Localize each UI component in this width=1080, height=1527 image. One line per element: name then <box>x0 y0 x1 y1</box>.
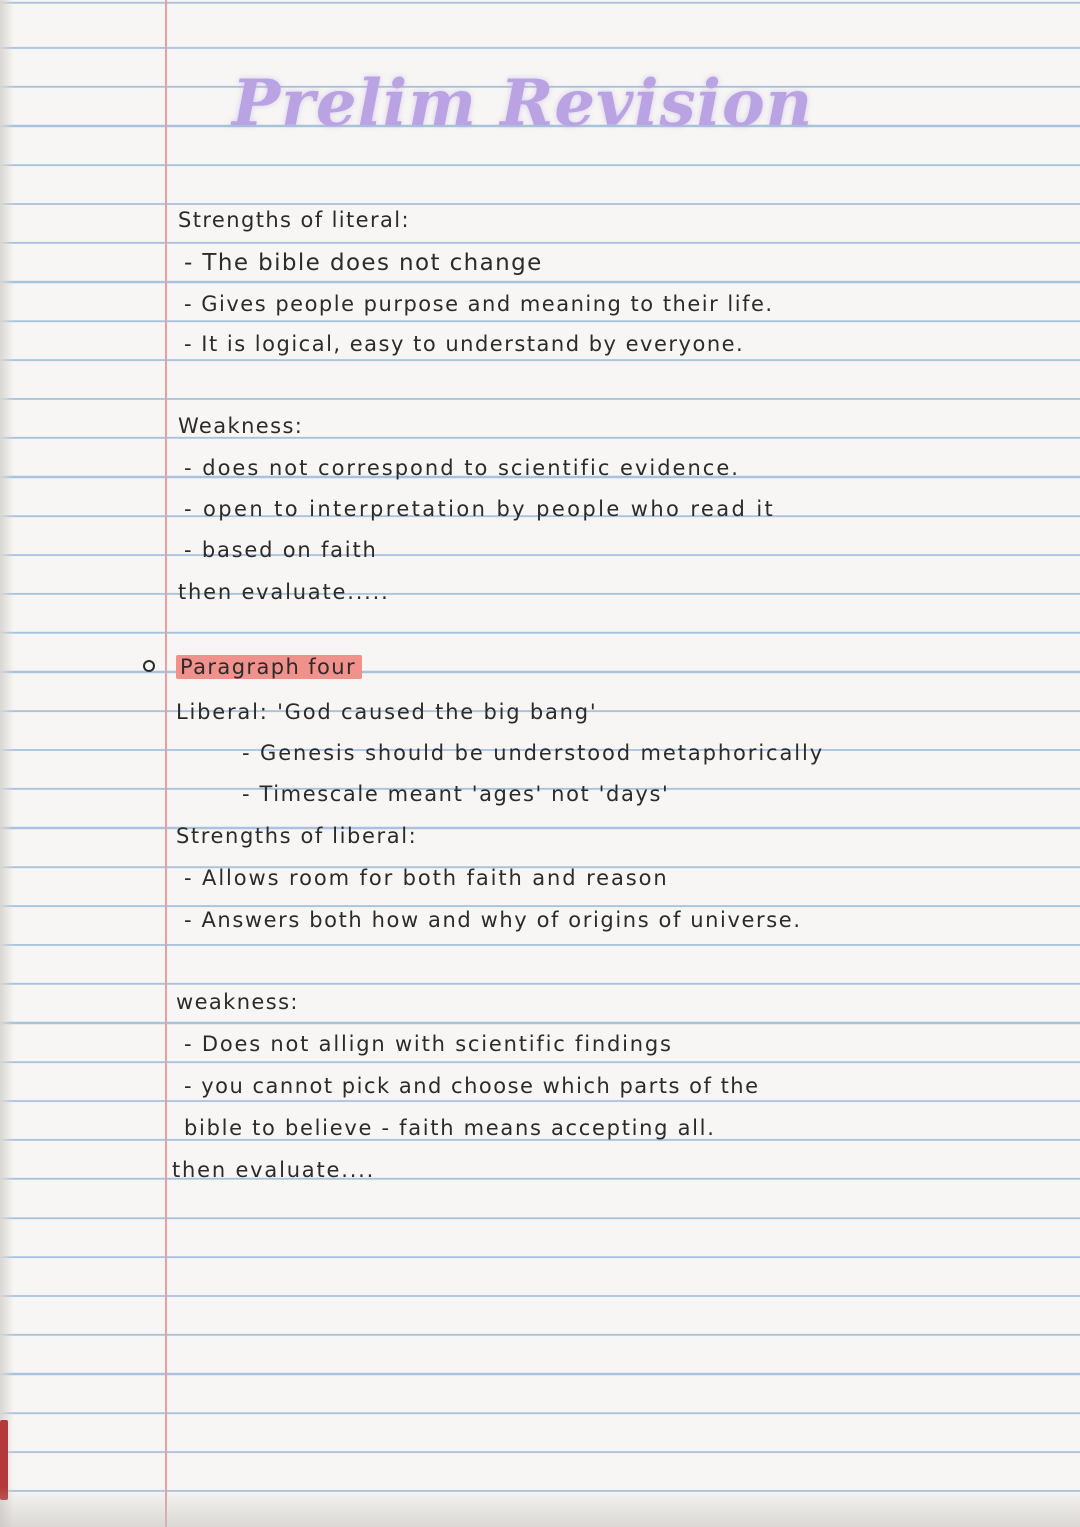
list-item: bible to believe - faith means accepting all. <box>184 1116 716 1140</box>
evaluate-note: then evaluate..... <box>178 580 390 604</box>
list-item: - Timescale meant 'ages' not 'days' <box>242 782 670 806</box>
liberal-quote: Liberal: 'God caused the big bang' <box>176 700 598 724</box>
list-item: - you cannot pick and choose which parts of the <box>184 1074 760 1098</box>
weakness-liberal-heading: weakness: <box>176 990 299 1014</box>
page-bottom-shadow <box>0 1487 1080 1527</box>
list-item: - based on faith <box>184 538 378 562</box>
paragraph-four-heading <box>176 655 362 679</box>
weakness-literal-heading: Weakness: <box>178 414 304 438</box>
list-item: - Genesis should be understood metaphorically <box>242 741 825 765</box>
list-item: - open to interpretation by people who read it <box>184 497 776 521</box>
evaluate-note: then evaluate.... <box>172 1158 376 1182</box>
page-edge-shadow <box>0 0 14 1527</box>
list-item: - Allows room for both faith and reason <box>184 866 669 890</box>
bullet-circle-icon <box>143 660 155 672</box>
strengths-liberal-heading: Strengths of liberal: <box>176 824 418 848</box>
list-item: - Answers both how and why of origins of universe. <box>184 908 802 932</box>
list-item: - It is logical, easy to understand by everyone. <box>184 332 745 356</box>
strengths-literal-heading: Strengths of literal: <box>178 208 411 232</box>
list-item: - does not correspond to scientific evidence. <box>184 456 740 480</box>
margin-line <box>165 0 167 1527</box>
list-item: - The bible does not change <box>184 250 543 276</box>
list-item: - Does not allign with scientific findings <box>184 1032 673 1056</box>
paragraph-four-label: Paragraph four <box>176 655 362 679</box>
list-item: - Gives people purpose and meaning to their life. <box>184 292 774 316</box>
page-title: Prelim Revision <box>232 66 814 141</box>
